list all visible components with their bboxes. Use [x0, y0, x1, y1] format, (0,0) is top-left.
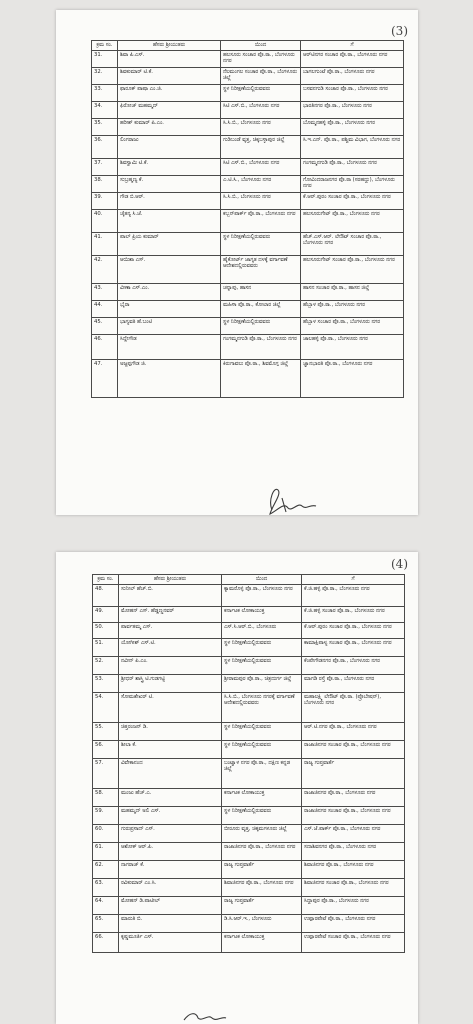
cell-from: ಸಿ.ಸಿ.ಬಿ., ಬೆಂಗಳೂರು ನಗರ [221, 118, 301, 135]
cell-to: ಹೆಚ್.ಎಸ್.ಆರ್. ಲೇಔಟ್ ಸಂಚಾರ ಪೊ.ಠಾ., ಬೆಂಗಳೂರು ನಗರ [301, 232, 404, 255]
cell-serial: 34. [92, 101, 118, 118]
cell-to: ರಾಜಾಜಿನಗರ ಪೊ.ಠಾ., ಬೆಂಗಳೂರು ನಗರ [302, 788, 405, 806]
cell-name: ವೀಣಾ ಎಸ್.ಎಂ. [118, 283, 221, 300]
cell-from: ಸ್ಥಳ ನಿರೀಕ್ಷಣೆಯಲ್ಲಿರುವವರು [222, 656, 302, 674]
cell-name: ಮಂಜು ಹೆಚ್.ಎ. [119, 788, 222, 806]
cell-from: ಗಂಗಮ್ಮನಗುಡಿ ಪೊ.ಠಾ., ಬೆಂಗಳೂರು ನಗರ [221, 334, 301, 359]
table-row [92, 255, 404, 283]
cell-from: ಹಲಸೂರು ಸಂಚಾರ ಪೊ.ಠಾ., ಬೆಂಗಳೂರು ನಗರ [221, 50, 301, 67]
cell-serial: 60. [93, 824, 119, 842]
header-to: ಗೆ [302, 575, 405, 585]
cell-serial: 32. [92, 67, 118, 84]
table-row [93, 842, 405, 860]
cell-from: ರಾಜ್ಯ ಗುಪ್ತವಾರ್ತೆ [222, 860, 302, 878]
cell-serial: 43. [92, 283, 118, 300]
table-row [92, 317, 404, 334]
cell-from: ಸಿಟಿ ಎಸ್.ಬಿ., ಬೆಂಗಳೂರು ನಗರ [221, 101, 301, 118]
cell-name: ನವೀನ್ ಪಿ.ಎಂ. [119, 656, 222, 674]
cell-serial: 62. [93, 860, 119, 878]
cell-name: ಪಾರ್ವತಮ್ಮ ಎಸ್. [119, 622, 222, 638]
cell-name: ಶಿವಕುಮಾರ್ ಟಿ.ಕೆ. [118, 67, 221, 84]
cell-to: ಕಾಮಾಕ್ಷಿಪಾಳ್ಯ ಸಂಚಾರ ಪೊ.ಠಾ., ಬೆಂಗಳೂರು ನಗರ [302, 638, 405, 656]
cell-serial: 37. [92, 158, 118, 175]
cell-to: ಮಾಗಡಿ ರಸ್ತೆ ಪೊ.ಠಾ., ಬೆಂಗಳೂರು ನಗರ [302, 674, 405, 692]
cell-name: ಹರೀಶ್ ಕುಮಾರ್ ಪಿ.ಎಂ. [118, 118, 221, 135]
cell-from: ಸ್ಥಳ ನಿರೀಕ್ಷಣೆಯಲ್ಲಿರುವವರು [222, 806, 302, 824]
header-from: ಯಿಂದ [222, 575, 302, 585]
cell-name: ಮೋಹನ್ ಎಸ್. ಹೆಡ್ಡಣ್ಣನವರ್ [119, 606, 222, 622]
table-row [93, 722, 405, 740]
cell-serial: 38. [92, 175, 118, 192]
cell-to: ಹಾಸನ ಸಂಚಾರ ಪೊ.ಠಾ., ಹಾಸನ ಜಿಲ್ಲೆ [301, 283, 404, 300]
cell-to: ರಾಜಾಜಿನಗರ ಸಂಚಾರ ಪೊ.ಠಾ., ಬೆಂಗಳೂರು ನಗರ [302, 740, 405, 758]
cell-to: ರಾಜ್ಯ ಗುಪ್ತವಾರ್ತೆ [302, 758, 405, 788]
cell-from: ಹೈಕೋರ್ಟ್ ಜಾಗೃತ ದಳಕ್ಕೆ ವರ್ಗಾವಣೆ ಆದೇಶದಲ್ಲಿರುವವರು [221, 255, 301, 283]
transfer-table [92, 574, 405, 953]
cell-to: ಸಿದ್ದಾಪುರ ಪೊ.ಠಾ., ಬೆಂಗಳೂರು ನಗರ [302, 896, 405, 914]
cell-from: ಕಬ್ಬನ್‌ಪಾರ್ಕ್ ಪೊ.ಠಾ., ಬೆಂಗಳೂರು ನಗರ [221, 209, 301, 232]
cell-name: ಮಹಮ್ಮದ್ ಅಲಿ ಎಸ್. [119, 806, 222, 824]
table-row [92, 175, 404, 192]
cell-from: ಶ್ರೀರಾಮಪುರ ಪೊ.ಠಾ., ಚಿತ್ರದುರ್ಗ ಜಿಲ್ಲೆ [222, 674, 302, 692]
cell-to: ಕೆ.ಆರ್.ಪುರಂ ಸಂಚಾರ ಪೊ.ಠಾ., ಬೆಂಗಳೂರು ನಗರ [301, 192, 404, 209]
cell-from: ಬೀರೂರು ವೃತ್ತ, ಚಿಕ್ಕಮಗಳೂರು ಜಿಲ್ಲೆ [222, 824, 302, 842]
cell-serial: 31. [92, 50, 118, 67]
cell-name: ಶಿವಾ ಪಿ.ಎಸ್. [118, 50, 221, 67]
cell-name: ಸುಬ್ರಹ್ಮಣ್ಯ ಕೆ. [118, 175, 221, 192]
cell-to: ಹೆಬ್ಬಾಳ ಸಂಚಾರ ಪೊ.ಠಾ., ಬೆಂಗಳೂರು ನಗರ [301, 317, 404, 334]
cell-serial: 56. [93, 740, 119, 758]
cell-to: ಸದಾಶಿವನಗರ ಪೊ.ಠಾ., ಬೆಂಗಳೂರು ನಗರ [302, 842, 405, 860]
table-header-row [93, 575, 405, 585]
table-row [93, 878, 405, 896]
cell-from: ಎ.ಟಿ.ಸಿ., ಬೆಂಗಳೂರು ನಗರ [221, 175, 301, 192]
cell-from: ಸಿಟಿ ಎಸ್.ಬಿ., ಬೆಂಗಳೂರು ನಗರ [221, 158, 301, 175]
cell-name: ಚೈತನ್ಯ ಸಿ.ಜೆ. [118, 209, 221, 232]
cell-name: ಲಿಂಗರಾಜು [118, 135, 221, 158]
cell-serial: 53. [93, 674, 119, 692]
cell-to: ಮಹಾಲಕ್ಷ್ಮಿ ಲೇಔಟ್ ಪೊ.ಠಾ. (ಪ್ರೊಬೇಷನ್), ಬೆಂಗಳೂರು ನಗರ [302, 692, 405, 722]
table-row [92, 359, 404, 397]
cell-serial: 66. [93, 932, 119, 952]
cell-to: ಹಲಸೂರುಗೇಟ್ ಸಂಚಾರ ಪೊ.ಠಾ., ಬೆಂಗಳೂರು ನಗರ [301, 255, 404, 283]
cell-name: ಸುನೀಲ್ ಹೆಚ್.ಬಿ. [119, 584, 222, 606]
cell-name: ಭೈರಾ [118, 300, 221, 317]
signature [264, 480, 324, 520]
cell-name: ಕೃಷ್ಣಮೂರ್ತಿ ಎಸ್. [119, 932, 222, 952]
cell-from: ಸಿ.ಸಿ.ಬಿ., ಬೆಂಗಳೂರು ನಗರಕ್ಕೆ ವರ್ಗಾವಣೆ ಆದೇಶದಲ್ಲಿರುವವರು [222, 692, 302, 722]
cell-serial: 63. [93, 878, 119, 896]
cell-serial: 36. [92, 135, 118, 158]
cell-from: ಸ್ಥಳ ನಿರೀಕ್ಷಣೆಯಲ್ಲಿರುವವರು [222, 740, 302, 758]
cell-serial: 44. [92, 300, 118, 317]
table-row [92, 84, 404, 101]
cell-to: ಬೊಮ್ಮನಹಳ್ಳಿ ಪೊ.ಠಾ., ಬೆಂಗಳೂರು ನಗರ [301, 118, 404, 135]
cell-serial: 47. [92, 359, 118, 397]
cell-name: ಫಾರೂಕ್ ಪಾಷಾ ಎಂ.ಜಿ. [118, 84, 221, 101]
cell-from: ಸ್ಥಳ ನಿರೀಕ್ಷಣೆಯಲ್ಲಿರುವವರು [221, 84, 301, 101]
cell-serial: 51. [93, 638, 119, 656]
cell-serial: 49. [93, 606, 119, 622]
cell-name: ಭಾಗ್ಯವತಿ ಹೆ.ಬಂಟಿ [118, 317, 221, 334]
cell-to: ಕೆ.ಆರ್.ಪುರಂ ಸಂಚಾರ ಪೊ.ಠಾ., ಬೆಂಗಳೂರು ನಗರ [302, 622, 405, 638]
table-row [93, 740, 405, 758]
cell-serial: 55. [93, 722, 119, 740]
cell-to: ಕೆ.ಜಿ.ಹಳ್ಳಿ ಪೊ.ಠಾ., ಬೆಂಗಳೂರು ನಗರ [302, 584, 405, 606]
cell-from: ಶಿವಾಜಿನಗರ ಪೊ.ಠಾ., ಬೆಂಗಳೂರು ನಗರ [222, 878, 302, 896]
cell-name: ಪಾಲ್ ಪ್ರಿಯ ಕುಮಾರ್ [118, 232, 221, 255]
cell-serial: 35. [92, 118, 118, 135]
table-header-row [92, 41, 404, 51]
cell-name: ಮೋಹನ್ ಡಿ.ಪಾಟೀಲ್ [119, 896, 222, 914]
cell-serial: 42. [92, 255, 118, 283]
cell-serial: 61. [93, 842, 119, 860]
cell-from: ಕಿರುಗಾವಲು ಪೊ.ಠಾ., ಶಿವಮೊಗ್ಗ ಜಿಲ್ಲೆ [221, 359, 301, 397]
table-row [92, 334, 404, 359]
table-row [93, 656, 405, 674]
cell-serial: 45. [92, 317, 118, 334]
cell-name: ಸೋಮಶೇಖರ್ ಟಿ. [119, 692, 222, 722]
cell-name: ನಾಗರಾಜ್ ಕೆ. [119, 860, 222, 878]
cell-name: ಅಜ್ಜಪ್ಪಗೌಡ ಜಿ. [118, 359, 221, 397]
cell-to: ಗಂಗಮ್ಮನಗುಡಿ ಪೊ.ಠಾ., ಬೆಂಗಳೂರು ನಗರ [301, 158, 404, 175]
table-row [93, 674, 405, 692]
cell-name: ಮಾರುತಿ ಬಿ. [119, 914, 222, 932]
cell-name: ಶೀಲಾ ಕೆ. [119, 740, 222, 758]
cell-from: ಸ್ಥಳ ನಿರೀಕ್ಷಣೆಯಲ್ಲಿರುವವರು [222, 638, 302, 656]
cell-serial: 54. [93, 692, 119, 722]
document-page-1 [56, 10, 418, 515]
cell-from: ಬಂಟ್ವಾಳ ನಗರ ಪೊ.ಠಾ., ದಕ್ಷಿಣ ಕನ್ನಡ ಜಿಲ್ಲೆ [222, 758, 302, 788]
cell-from: ಸ್ಥಳ ನಿರೀಕ್ಷಣೆಯಲ್ಲಿರುವವರು [222, 722, 302, 740]
cell-to: ಜಾಲಹಳ್ಳಿ ಪೊ.ಠಾ., ಬೆಂಗಳೂರು ನಗರ [301, 334, 404, 359]
cell-name: ಯೋಗೀಶ್ ಎಸ್.ಟಿ. [119, 638, 222, 656]
cell-to: ಬಸವನಗುಡಿ ಸಂಚಾರ ಪೊ.ಠಾ., ಬೆಂಗಳೂರು ನಗರ [301, 84, 404, 101]
cell-to: ಎಸ್.ಜೆ.ಪಾರ್ಕ್ ಪೊ.ಠಾ., ಬೆಂಗಳೂರು ನಗರ [302, 824, 405, 842]
table-row [92, 158, 404, 175]
cell-from: ಸ್ಥಳ ನಿರೀಕ್ಷಣೆಯಲ್ಲಿರುವವರು [221, 232, 301, 255]
cell-serial: 48. [93, 584, 119, 606]
table-body [93, 584, 405, 952]
table-row [93, 758, 405, 788]
cell-to: ಹಲಸೂರುಗೇಟ್ ಪೊ.ಠಾ., ಬೆಂಗಳೂರು ನಗರ [301, 209, 404, 232]
cell-to: ಶಿವಾಜಿನಗರ ಪೊ.ಠಾ., ಬೆಂಗಳೂರು ನಗರ [302, 860, 405, 878]
cell-name: ಗೌಡ ಬಿ.ಆರ್. [118, 192, 221, 209]
table-row [92, 300, 404, 317]
cell-from: ಕರ್ನಾಟಕ ಲೋಕಾಯುಕ್ತ [222, 788, 302, 806]
cell-serial: 40. [92, 209, 118, 232]
header-serial: ಕ್ರಮ ಸಂ. [92, 41, 118, 51]
document-page-2 [56, 552, 418, 1024]
cell-to: ಗೋವಿಂದರಾಜನಗರ ಪೊ.ಠಾ (ಸರಹದ್ದು), ಬೆಂಗಳೂರು ನಗರ [301, 175, 404, 192]
cell-to: ಕೆಂಪೇಗೌಡನಗರ ಪೊ.ಠಾ., ಬೆಂಗಳೂರು ನಗರ [302, 656, 405, 674]
signature [180, 1008, 230, 1024]
cell-serial: 33. [92, 84, 118, 101]
cell-serial: 46. [92, 334, 118, 359]
table-row [93, 606, 405, 622]
cell-from: ಕ್ಯಾಮರೊಳ್ಳಿ ಪೊ.ಠಾ., ಬೆಂಗಳೂರು ನಗರ [222, 584, 302, 606]
cell-to: ಸಿ.ಇ.ಎನ್. ಪೊ.ಠಾ., ಪಶ್ಚಿಮ ವಿಭಾಗ, ಬೆಂಗಳೂರು ನಗರ [301, 135, 404, 158]
cell-from: ಸ್ಥಳ ನಿರೀಕ್ಷಣೆಯಲ್ಲಿರುವವರು [221, 317, 301, 334]
cell-to: ಆರ್‌ಟಿನಗರ ಸಂಚಾರ ಪೊ.ಠಾ., ಬೆಂಗಳೂರು ನಗರ [301, 50, 404, 67]
cell-name: ಫಿರೋಜ್ ಮಹಮ್ಮದ್ [118, 101, 221, 118]
header-name: ಹೆಸರು ಶ್ರೀಯುತರು [118, 41, 221, 51]
table-row [93, 638, 405, 656]
cell-from: ಕರ್ನಾಟಕ ಲೋಕಾಯುಕ್ತ [222, 606, 302, 622]
cell-to: ಹೆಬ್ಬಾಳ ಪೊ.ಠಾ., ಬೆಂಗಳೂರು ನಗರ [301, 300, 404, 317]
page-number: (3) [391, 24, 408, 38]
cell-from: ಎಸ್.ಸಿ.ಆರ್.ಬಿ., ಬೆಂಗಳೂರು [222, 622, 302, 638]
cell-serial: 58. [93, 788, 119, 806]
cell-name: ವಿವೇಕಾನಂದ [119, 758, 222, 788]
cell-serial: 64. [93, 896, 119, 914]
header-name: ಹೆಸರು ಶ್ರೀಯುತರು [119, 575, 222, 585]
table-row [93, 584, 405, 606]
cell-name: ಸಿದ್ದೇಗೌಡ [118, 334, 221, 359]
table-row [92, 118, 404, 135]
cell-from: ರಾಜ್ಯ ಗುಪ್ತವಾರ್ತೆ [222, 896, 302, 914]
table-row [93, 932, 405, 952]
header-from: ಯಿಂದ [221, 41, 301, 51]
cell-to: ಬಾಗಲಗುಂಟೆ ಪೊ.ಠಾ., ಬೆಂಗಳೂರು ನಗರ [301, 67, 404, 84]
table-row [93, 622, 405, 638]
cell-serial: 50. [93, 622, 119, 638]
cell-from: ಚನ್ನಾಪು, ಹಾಸನ [221, 283, 301, 300]
cell-from: ಡಿ.ಸಿ.ಆರ್.ಇ., ಬೆಂಗಳೂರು [222, 914, 302, 932]
table-row [92, 192, 404, 209]
table-row [93, 896, 405, 914]
cell-to: ಜ್ಞಾನಭಾರತಿ ಪೊ.ಠಾ., ಬೆಂಗಳೂರು ನಗರ [301, 359, 404, 397]
cell-from: ಗುಡಿಬಂಡೆ ವೃತ್ತ, ಚಿಕ್ಕಬಳ್ಳಾಪುರ ಜಿಲ್ಲೆ [221, 135, 301, 158]
table-row [93, 806, 405, 824]
cell-name: ಚಿತ್ತರಂಜನ್ ಡಿ. [119, 722, 222, 740]
cell-to: ಉಪ್ಪಾರಪೇಟೆ ಸಂಚಾರ ಪೊ.ಠಾ., ಬೆಂಗಳೂರು ನಗರ [302, 932, 405, 952]
table-row [92, 232, 404, 255]
header-to: ಗೆ [301, 41, 404, 51]
cell-serial: 39. [92, 192, 118, 209]
table-row [92, 135, 404, 158]
cell-name: ಆಯಿಶಾ ಎಸ್. [118, 255, 221, 283]
cell-name: ಶಿವಸ್ವಾಮಿ ಟಿ.ಕೆ. [118, 158, 221, 175]
table-row [92, 283, 404, 300]
table-row [92, 209, 404, 232]
table-row [93, 860, 405, 878]
cell-from: ರಾಜಾಜಿನಗರ ಪೊ.ಠಾ., ಬೆಂಗಳೂರು ನಗರ [222, 842, 302, 860]
cell-to: ಆರ್.ಟಿ.ನಗರ ಪೊ.ಠಾ., ಬೆಂಗಳೂರು ನಗರ [302, 722, 405, 740]
table-row [92, 67, 404, 84]
table-row [92, 50, 404, 67]
page-number: (4) [391, 557, 408, 571]
table-row [92, 101, 404, 118]
cell-to: ಶಿವಾಜಿನಗರ ಸಂಚಾರ ಪೊ.ಠಾ., ಬೆಂಗಳೂರು ನಗರ [302, 878, 405, 896]
cell-to: ಭಾರತಿನಗರ ಪೊ.ಠಾ., ಬೆಂಗಳೂರು ನಗರ [301, 101, 404, 118]
cell-to: ರಾಜಾಜಿನಗರ ಸಂಚಾರ ಪೊ.ಠಾ., ಬೆಂಗಳೂರು ನಗರ [302, 806, 405, 824]
cell-from: ಕರ್ನಾಟಕ ಲೋಕಾಯುಕ್ತ [222, 932, 302, 952]
cell-serial: 57. [93, 758, 119, 788]
cell-name: ಆಶೋಕ್ ಆರ್.ಪಿ. [119, 842, 222, 860]
cell-name: ರವಿಕುಮಾರ್ ಎಂ.ಸಿ. [119, 878, 222, 896]
cell-serial: 59. [93, 806, 119, 824]
table-row [93, 692, 405, 722]
table-row [93, 788, 405, 806]
cell-name: ಶ್ರೀಧರ್ ಶಾಸ್ತ್ರಿ ಟಿ.ಗುಡಗಟ್ಟಿ [119, 674, 222, 692]
cell-serial: 41. [92, 232, 118, 255]
cell-serial: 52. [93, 656, 119, 674]
cell-from: ಮಹಿಳಾ ಪೊ.ಠಾ., ಕೋಲಾರ ಜಿಲ್ಲೆ [221, 300, 301, 317]
table-row [93, 914, 405, 932]
cell-name: ಗುರುಪ್ರಸಾದ್ ಎಸ್. [119, 824, 222, 842]
cell-serial: 65. [93, 914, 119, 932]
table-row [93, 824, 405, 842]
table-body [92, 50, 404, 397]
header-serial: ಕ್ರಮ ಸಂ. [93, 575, 119, 585]
cell-from: ನೆಲಮಂಗಲ ಸಂಚಾರ ಪೊ.ಠಾ., ಬೆಂಗಳೂರು ಜಿಲ್ಲೆ [221, 67, 301, 84]
cell-to: ಕೆ.ಜಿ.ಹಳ್ಳಿ ಸಂಚಾರ ಪೊ.ಠಾ., ಬೆಂಗಳೂರು ನಗರ [302, 606, 405, 622]
transfer-table [91, 40, 404, 398]
cell-to: ಉಪ್ಪಾರಪೇಟೆ ಪೊ.ಠಾ., ಬೆಂಗಳೂರು ನಗರ [302, 914, 405, 932]
cell-from: ಸಿ.ಸಿ.ಬಿ., ಬೆಂಗಳೂರು ನಗರ [221, 192, 301, 209]
